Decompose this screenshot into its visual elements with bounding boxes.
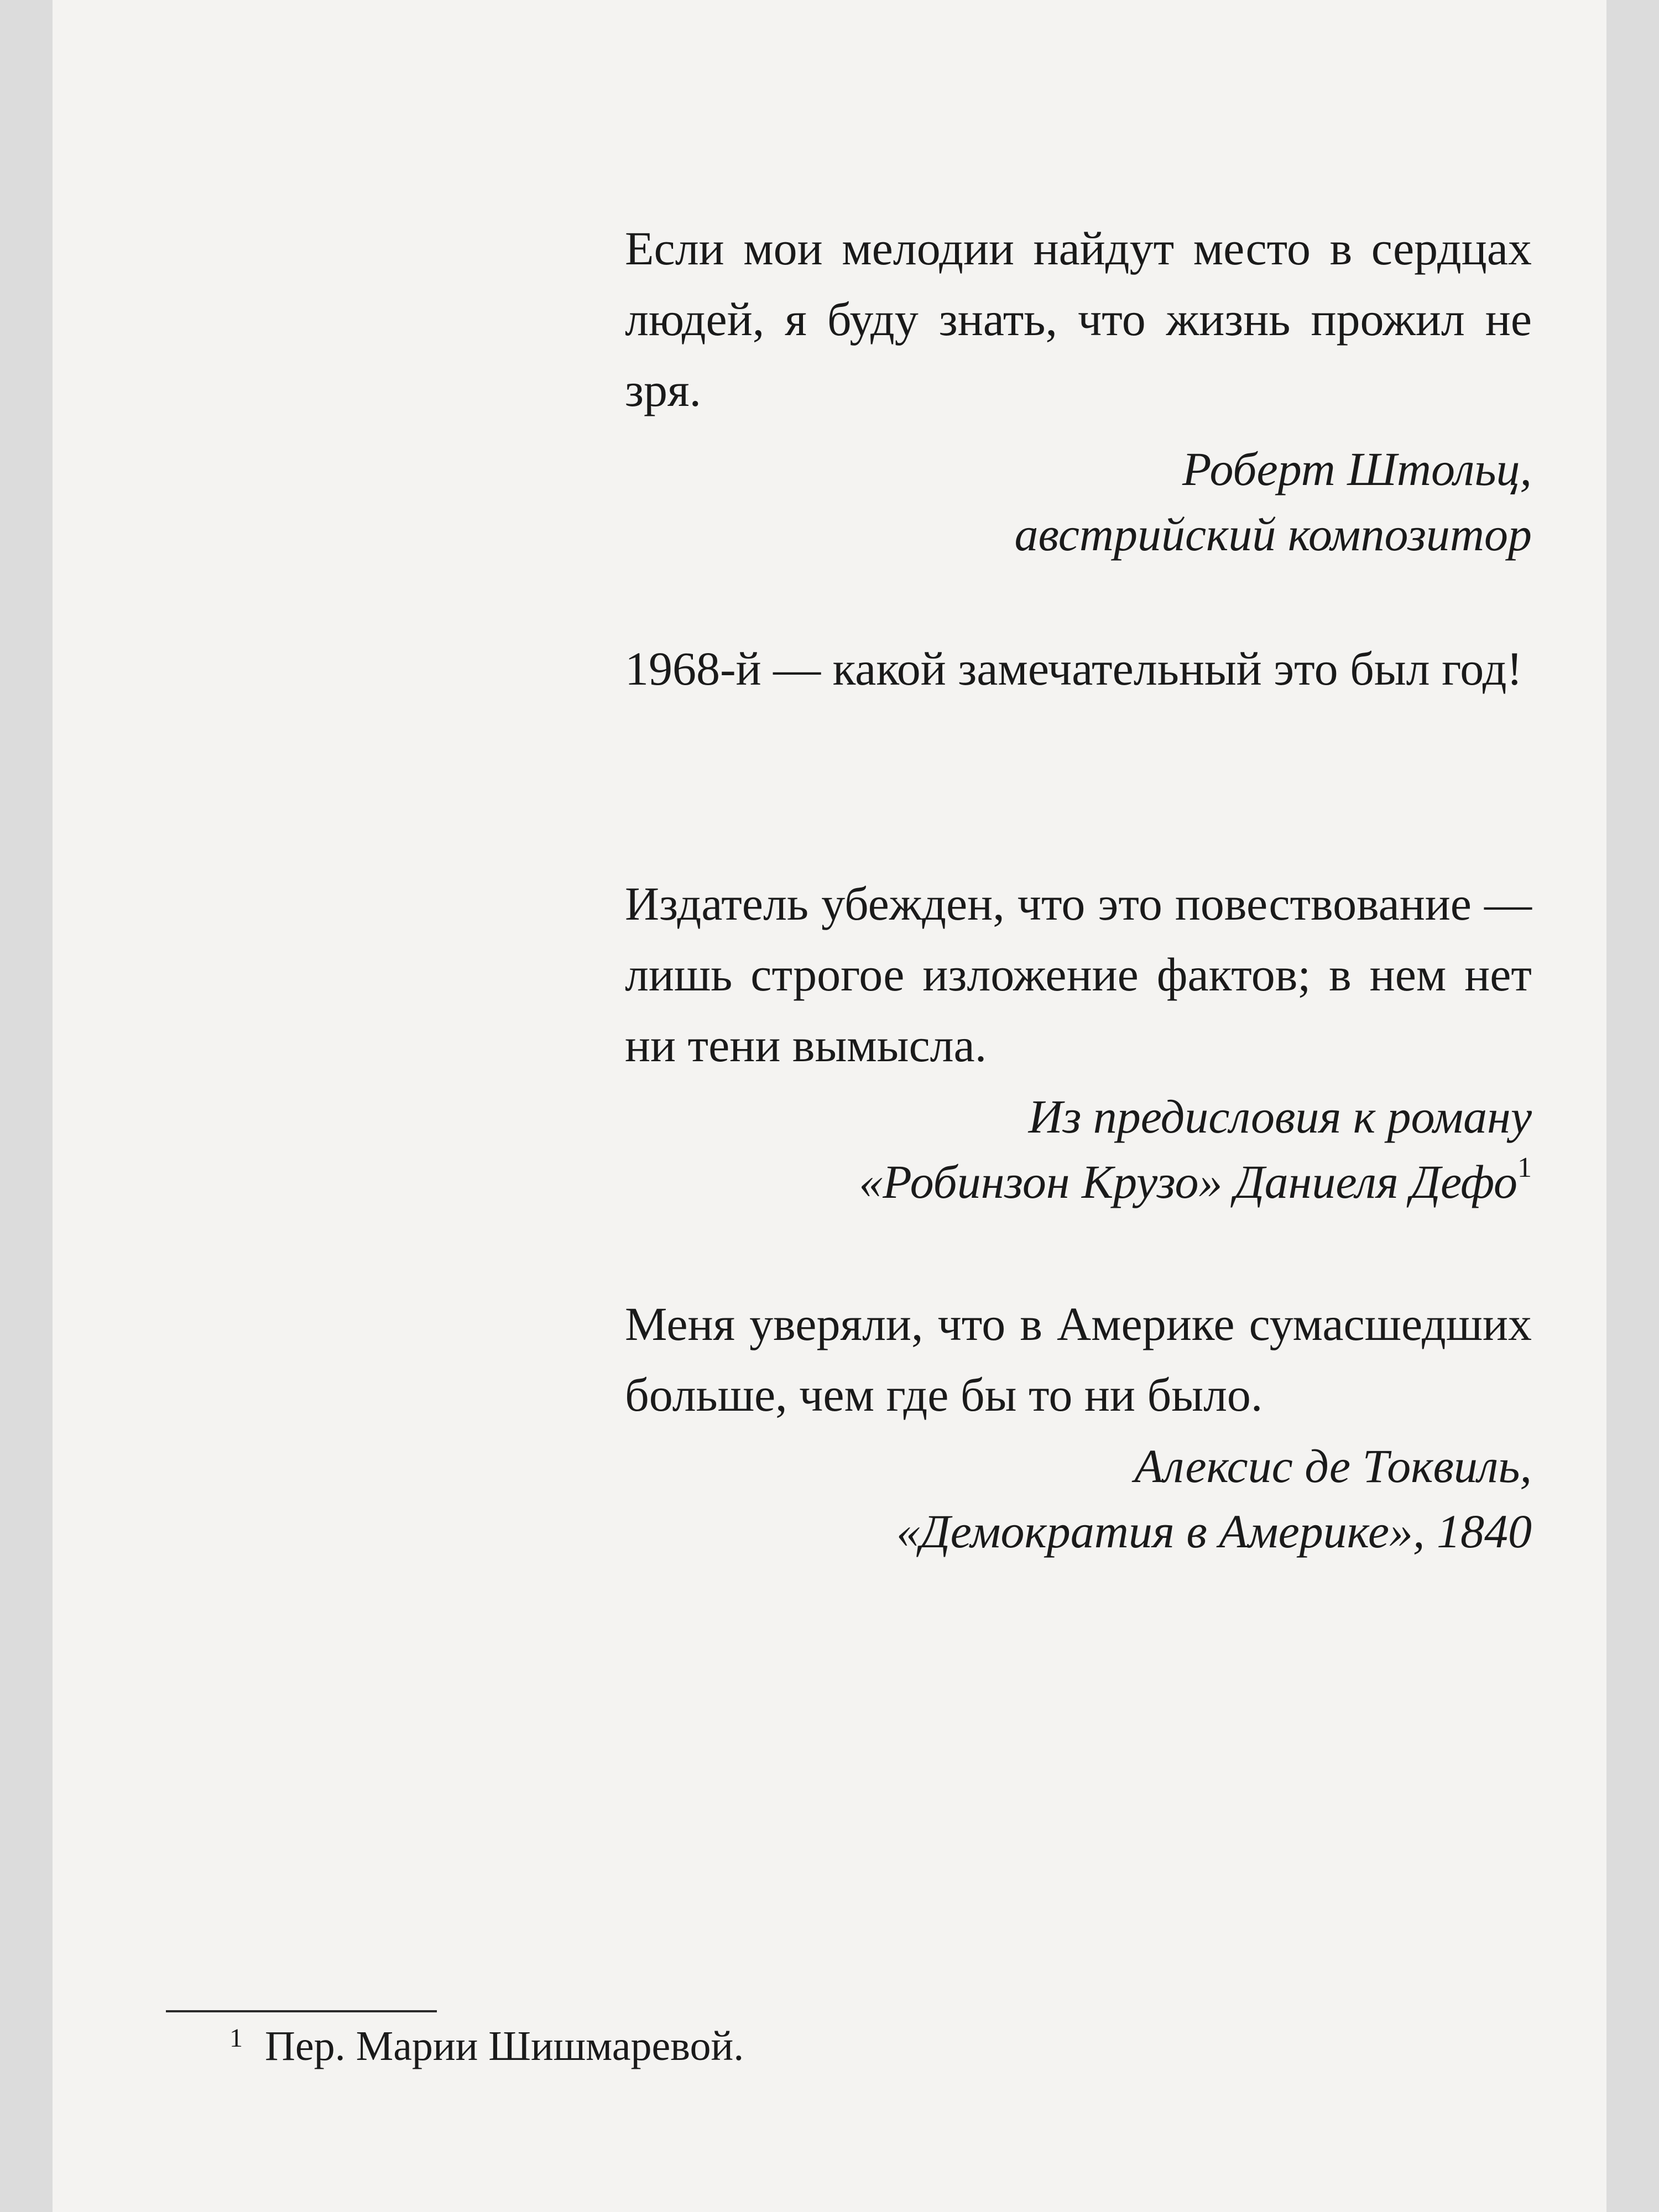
attribution-text: «Робинзон Крузо» Даниеля Дефо (859, 1155, 1517, 1208)
epigraph-1968 (625, 633, 1532, 704)
epigraph-attribution (625, 436, 1532, 567)
attribution-line: «Демократия в Америке», 1840 (896, 1505, 1532, 1558)
footnote-mark: 1 (229, 2023, 243, 2053)
book-page (53, 0, 1606, 2212)
epigraph-quote: 1968-й — какой замечательный это был год! (625, 642, 1523, 695)
attribution-line: Из предисловия к роману (1028, 1090, 1532, 1143)
epigraph-quote: Меня уверяли, что в Америке сумасшедших больше, чем где бы то ни было. (625, 1297, 1532, 1421)
footnote-divider (166, 2010, 437, 2012)
attribution-line: австрийский композитор (1014, 508, 1532, 561)
attribution-line-with-ref (625, 1149, 1532, 1214)
epigraph-attribution (625, 1433, 1532, 1564)
epigraph-attribution (625, 1084, 1532, 1214)
attribution-line: Алексис де Токвиль, (1134, 1439, 1532, 1493)
footnote-reference: 1 (1517, 1152, 1532, 1184)
epigraph-quote: Издатель убежден, что это повествование — лишь строгое изложение фактов; в нем нет ни тени вымысла. (625, 877, 1532, 1072)
footnote (229, 2016, 744, 2082)
epigraph-stolz (625, 213, 1532, 567)
footnote-text: Пер. Марии Шишмаревой. (265, 2023, 744, 2069)
attribution-line: Роберт Штольц, (1182, 442, 1532, 495)
epigraph-tocqueville (625, 1288, 1532, 1564)
epigraph-defoe (625, 868, 1532, 1214)
epigraph-quote: Если мои мелодии найдут место в сердцах людей, я буду знать, что жизнь прожил не зря. (625, 222, 1532, 416)
